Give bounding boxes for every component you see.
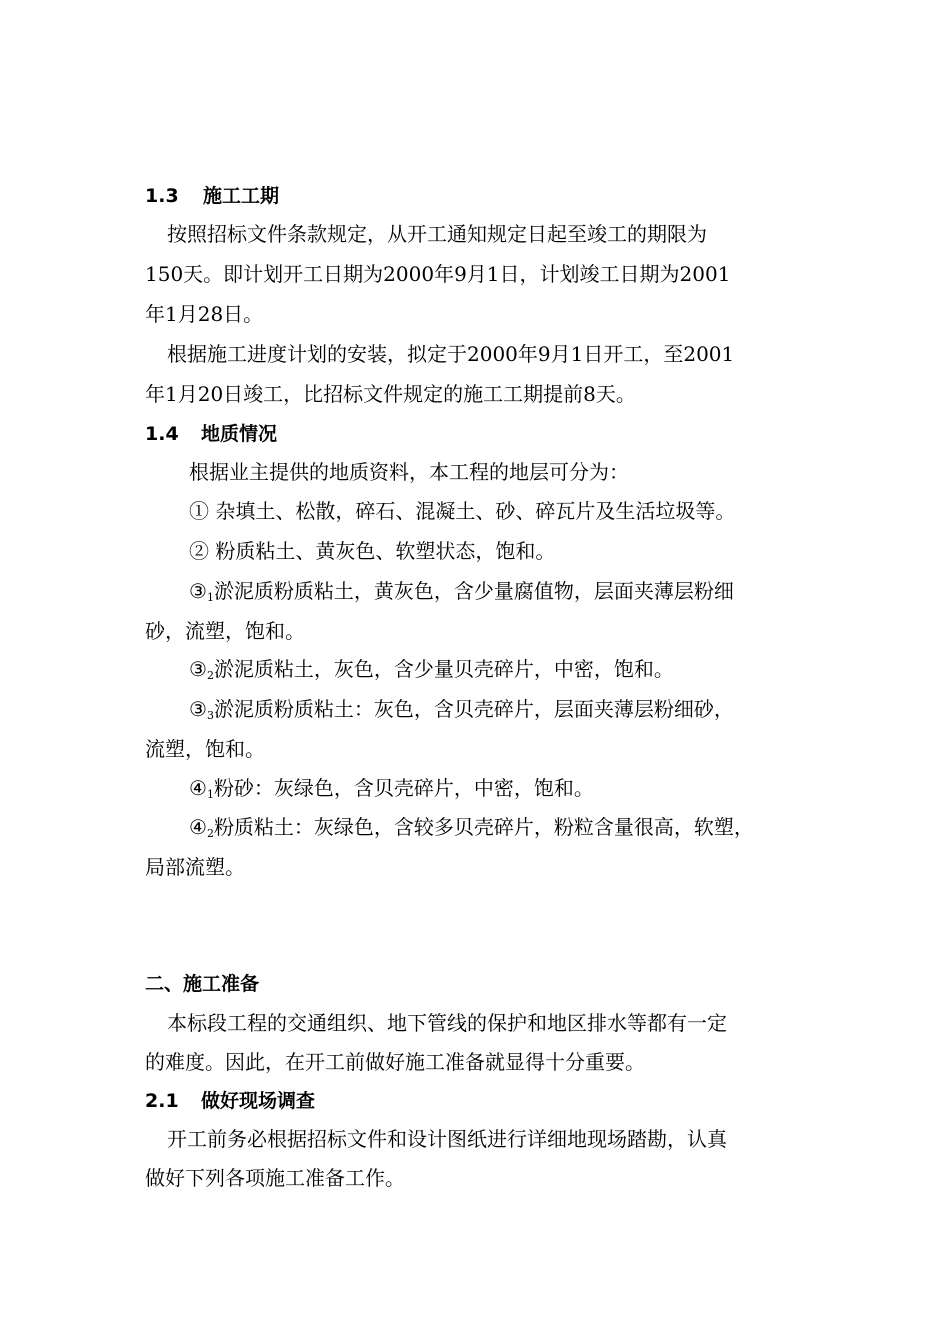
layer-text: 杂填土、松散，碎石、混凝土、砂、碎瓦片及生活垃圾等。	[215, 499, 736, 523]
layer-mark: ②	[189, 539, 209, 563]
layer-text: 淤泥质粘土，灰色，含少量贝壳碎片，中密，饱和。	[213, 657, 674, 681]
section-heading-1-3	[145, 184, 279, 208]
layer-mark: ③	[189, 657, 207, 681]
paragraph-line: 的难度。因此，在开工前做好施工准备就显得十分重要。	[145, 1050, 645, 1074]
paragraph-line: 开工前务必根据招标文件和设计图纸进行详细地现场踏勘，认真	[167, 1127, 727, 1151]
layer-text: 粉砂：灰绿色，含贝壳碎片，中密，饱和。	[213, 776, 594, 800]
section-title: 地质情况	[201, 423, 278, 445]
paragraph-line: 本标段工程的交通组织、地下管线的保护和地区排水等都有一定	[167, 1011, 727, 1035]
layer-text: 粉质粘土：灰绿色，含较多贝壳碎片，粉粒含量很高，软塑，	[213, 815, 754, 839]
layer-text: 粉质粘土、黄灰色、软塑状态，饱和。	[215, 539, 556, 563]
section-heading-1-4	[145, 422, 277, 446]
chapter-heading-2: 二、施工准备	[145, 973, 260, 995]
soil-layer-item	[189, 579, 734, 603]
layer-mark: ③	[189, 579, 207, 603]
section-title: 做好现场调查	[201, 1090, 316, 1112]
soil-layer-item	[189, 499, 735, 523]
layer-mark: ④	[189, 776, 207, 800]
paragraph-line: 根据业主提供的地质资料，本工程的地层可分为：	[189, 460, 629, 484]
paragraph-line: 年1月20日竣工，比招标文件规定的施工工期提前8天。	[145, 382, 636, 406]
soil-layer-item	[189, 539, 555, 563]
paragraph-line: 根据施工进度计划的安装，拟定于2000年9月1日开工，至2001	[167, 342, 735, 366]
layer-subscript: 1	[206, 591, 214, 604]
layer-text: 淤泥质粉质粘土，黄灰色，含少量腐值物，层面夹薄层粉细	[213, 579, 734, 603]
section-title: 施工工期	[203, 185, 280, 207]
layer-mark: ④	[189, 815, 207, 839]
paragraph-line: 按照招标文件条款规定，从开工通知规定日起至竣工的期限为	[167, 222, 707, 246]
layer-subscript: 3	[206, 709, 214, 722]
soil-layer-item	[189, 657, 674, 681]
layer-subscript: 2	[206, 669, 214, 682]
paragraph-line: 150天。即计划开工日期为2000年9月1日，计划竣工日期为2001	[145, 262, 731, 286]
layer-text: 淤泥质粉质粘土：灰色，含贝壳碎片，层面夹薄层粉细砂，	[213, 697, 734, 721]
soil-layer-item	[189, 697, 734, 721]
soil-layer-continuation: 局部流塑。	[145, 855, 245, 879]
layer-subscript: 1	[206, 788, 214, 801]
layer-mark: ①	[189, 499, 209, 523]
layer-mark: ③	[189, 697, 207, 721]
soil-layer-continuation: 砂，流塑，饱和。	[145, 619, 305, 643]
soil-layer-item	[189, 815, 754, 839]
paragraph-line: 做好下列各项施工准备工作。	[145, 1166, 405, 1190]
section-number: 1.3	[145, 185, 179, 207]
soil-layer-item	[189, 776, 594, 800]
layer-subscript: 2	[206, 827, 214, 840]
section-number: 1.4	[145, 423, 179, 445]
section-heading-2-1	[145, 1089, 315, 1113]
section-number: 2.1	[145, 1090, 179, 1112]
paragraph-line: 年1月28日。	[145, 302, 264, 326]
soil-layer-continuation: 流塑，饱和。	[145, 737, 265, 761]
